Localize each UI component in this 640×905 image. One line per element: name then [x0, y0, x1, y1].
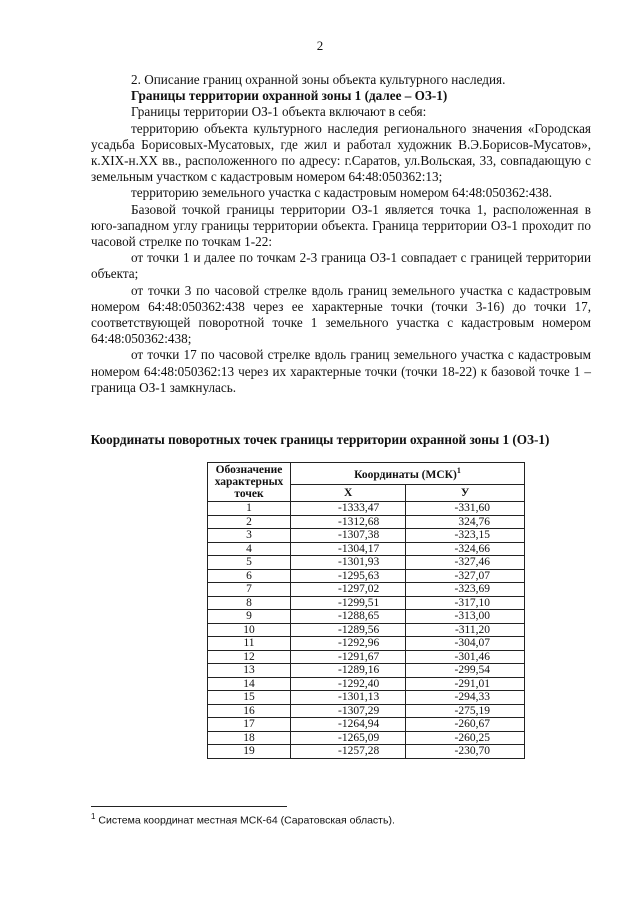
- table-row: [208, 502, 525, 516]
- x-cell: -1289,56: [291, 623, 406, 637]
- x-cell: -1295,63: [291, 569, 406, 583]
- y-cell: -313,00: [406, 610, 525, 624]
- table-row: [208, 704, 525, 718]
- point-cell: 3: [208, 529, 291, 543]
- y-cell: -304,07: [406, 637, 525, 651]
- table-row: [208, 596, 525, 610]
- paragraph: от точки 1 и далее по точкам 2-3 граница ОЗ-1 совпадает с границей территории объекта;: [91, 250, 591, 282]
- x-cell: -1299,51: [291, 596, 406, 610]
- y-cell: -324,66: [406, 542, 525, 556]
- table-row: [208, 650, 525, 664]
- table-row: [208, 583, 525, 597]
- header-coords-label: Координаты (МСК): [354, 469, 457, 482]
- paragraph: Базовой точкой границы территории ОЗ-1 является точка 1, расположенная в юго-западном углу границы территории объекта. Граница территории ОЗ-1 проходит по часовой стрелке по точкам 1-22:: [91, 201, 591, 250]
- y-cell: -327,46: [406, 556, 525, 570]
- footnote: [91, 812, 395, 827]
- paragraph: Границы территории ОЗ-1 объекта включают в себя:: [131, 104, 427, 120]
- x-cell: -1312,68: [291, 515, 406, 529]
- paragraph: территорию земельного участка с кадастровым номером 64:48:050362:438.: [131, 185, 553, 201]
- point-cell: 5: [208, 556, 291, 570]
- section-heading: 2. Описание границ охранной зоны объекта культурного наследия.: [131, 72, 506, 87]
- table-row: [208, 677, 525, 691]
- y-cell: -275,19: [406, 704, 525, 718]
- x-cell: -1333,47: [291, 502, 406, 516]
- subheading: Границы территории охранной зоны 1 (далее – ОЗ-1): [131, 88, 448, 104]
- table-title: Координаты поворотных точек границы территории охранной зоны 1 (ОЗ-1): [90, 432, 550, 447]
- table-row: [208, 542, 525, 556]
- x-cell: -1307,38: [291, 529, 406, 543]
- table-row: [208, 515, 525, 529]
- table-row: [208, 664, 525, 678]
- y-cell: 324,76: [406, 515, 525, 529]
- point-cell: 2: [208, 515, 291, 529]
- point-cell: 8: [208, 596, 291, 610]
- y-cell: -294,33: [406, 691, 525, 705]
- paragraph: территорию объекта культурного наследия регионального значения «Городская усадьба Борисовых-Мусатовых, где жил и работал художник В.Э.Борисов-Мусатов», к.XIX-н.XX вв., расположенного по адресу: г.Саратов, ул.Вольская, 33, совпадающую с земельным участком с кадастровым номером 64:48:050362:13;: [91, 120, 591, 185]
- table-row: [208, 569, 525, 583]
- body-text: [91, 72, 591, 396]
- x-cell: -1292,40: [291, 677, 406, 691]
- point-cell: 18: [208, 731, 291, 745]
- x-cell: -1264,94: [291, 718, 406, 732]
- y-cell: -301,46: [406, 650, 525, 664]
- footnote-divider: [91, 806, 287, 807]
- y-cell: -317,10: [406, 596, 525, 610]
- table-row: [208, 556, 525, 570]
- table-row: [208, 637, 525, 651]
- header-x: X: [291, 484, 406, 501]
- y-cell: -299,54: [406, 664, 525, 678]
- point-cell: 7: [208, 583, 291, 597]
- x-cell: -1301,13: [291, 691, 406, 705]
- point-cell: 11: [208, 637, 291, 651]
- x-cell: -1257,28: [291, 745, 406, 759]
- table-row: [208, 691, 525, 705]
- y-cell: -323,15: [406, 529, 525, 543]
- point-cell: 10: [208, 623, 291, 637]
- x-cell: -1307,29: [291, 704, 406, 718]
- table-row: [208, 610, 525, 624]
- page-number: 2: [316, 38, 324, 53]
- point-cell: 13: [208, 664, 291, 678]
- point-cell: 15: [208, 691, 291, 705]
- point-cell: 19: [208, 745, 291, 759]
- header-point: Обозначение характерных точек: [208, 463, 291, 502]
- y-cell: -327,07: [406, 569, 525, 583]
- x-cell: -1291,67: [291, 650, 406, 664]
- x-cell: -1304,17: [291, 542, 406, 556]
- y-cell: -323,69: [406, 583, 525, 597]
- footnote-mark: 1: [91, 812, 96, 821]
- point-cell: 6: [208, 569, 291, 583]
- header-footnote-mark: 1: [456, 466, 461, 476]
- y-cell: -230,70: [406, 745, 525, 759]
- x-cell: -1288,65: [291, 610, 406, 624]
- point-cell: 14: [208, 677, 291, 691]
- paragraph: от точки 17 по часовой стрелке вдоль границ земельного участка с кадастровым номером 64:48:050362:13 через их характерные точки (точки 18-22) к базовой точке 1 – граница ОЗ-1 замкнулась.: [91, 347, 591, 395]
- table-row: [208, 731, 525, 745]
- point-cell: 1: [208, 502, 291, 516]
- point-cell: 9: [208, 610, 291, 624]
- point-cell: 17: [208, 718, 291, 732]
- table-row: [208, 623, 525, 637]
- paragraph: от точки 3 по часовой стрелке вдоль границ земельного участка с кадастровым номером 64:48:050362:438 через ее характерные точки (точки 3-16) до точки 17, соответствующей поворотной точке 1 земельного участка с кадастровым номером 64:48:050362:438;: [91, 282, 591, 347]
- y-cell: -260,25: [406, 731, 525, 745]
- table-row: [208, 718, 525, 732]
- x-cell: -1301,93: [291, 556, 406, 570]
- y-cell: -331,60: [406, 502, 525, 516]
- x-cell: -1265,09: [291, 731, 406, 745]
- point-cell: 4: [208, 542, 291, 556]
- y-cell: -260,67: [406, 718, 525, 732]
- header-coords: [291, 463, 525, 485]
- coordinates-table: [207, 462, 525, 759]
- table-row: [208, 529, 525, 543]
- point-cell: 12: [208, 650, 291, 664]
- x-cell: -1289,16: [291, 664, 406, 678]
- footnote-text: Система координат местная МСК-64 (Саратовская область).: [98, 814, 395, 827]
- x-cell: -1297,02: [291, 583, 406, 597]
- y-cell: -311,20: [406, 623, 525, 637]
- header-y: У: [406, 484, 525, 501]
- y-cell: -291,01: [406, 677, 525, 691]
- point-cell: 16: [208, 704, 291, 718]
- x-cell: -1292,96: [291, 637, 406, 651]
- table-row: [208, 745, 525, 759]
